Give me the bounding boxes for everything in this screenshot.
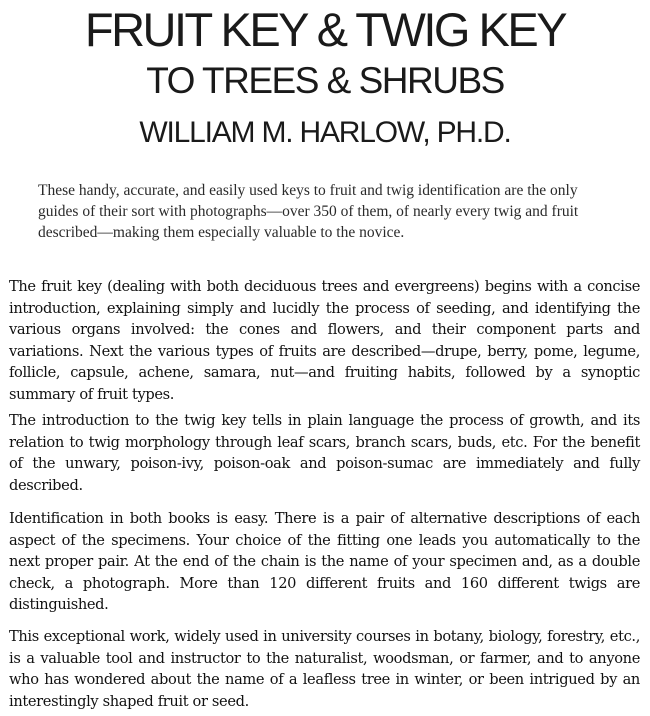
book-title: FRUIT KEY & TWIG KEY [84,3,566,56]
body-paragraph-identification: Identification in both books is easy. There is a pair of alternative descriptions of each aspect of the specimens. Your choice of the fitting one leads you automatically to the next proper pair. At the end of the chain is the name of your specimen and, as a double check, a photograph. More than 120 different fruits and 160 different twigs are distinguished. [9,510,640,613]
book-subtitle: TO TREES & SHRUBS [146,60,504,101]
author-name: WILLIAM M. HARLOW, PH.D. [139,116,511,149]
body-paragraph-fruit-key: The fruit key (dealing with both deciduous trees and evergreens) begins with a concise introduction, explaining simply and lucidly the process of seeding, and identifying the various organs involved: the cones and flowers, and their component parts and variations. Next the various types of fruits are described—drupe, berry, pome, legume, follicle, capsule, achene, samara, nut—and fruiting habits, followed by a synoptic summary of fruit types. [9,278,640,403]
intro-paragraph: These handy, accurate, and easily used keys to fruit and twig identification are the only guides of their sort with photographs—over 350 of them, of nearly every twig and fruit described—making them especially valuable to the novice. [38,182,579,241]
body-paragraph-usage: This exceptional work, widely used in university courses in botany, biology, forestry, etc., is a valuable tool and instructor to the naturalist, woodsman, or farmer, and to anyone who has wondered about the name of a leafless tree in winter, or been intrigued by an interestingly shaped fruit or seed. [9,628,640,710]
body-paragraph-twig-key: The introduction to the twig key tells in plain language the process of growth, and its relation to twig morphology through leaf scars, branch scars, buds, etc. For the benefit of the unwary, poison-ivy, poison-oak and poison-sumac are immediately and fully described. [9,412,640,494]
